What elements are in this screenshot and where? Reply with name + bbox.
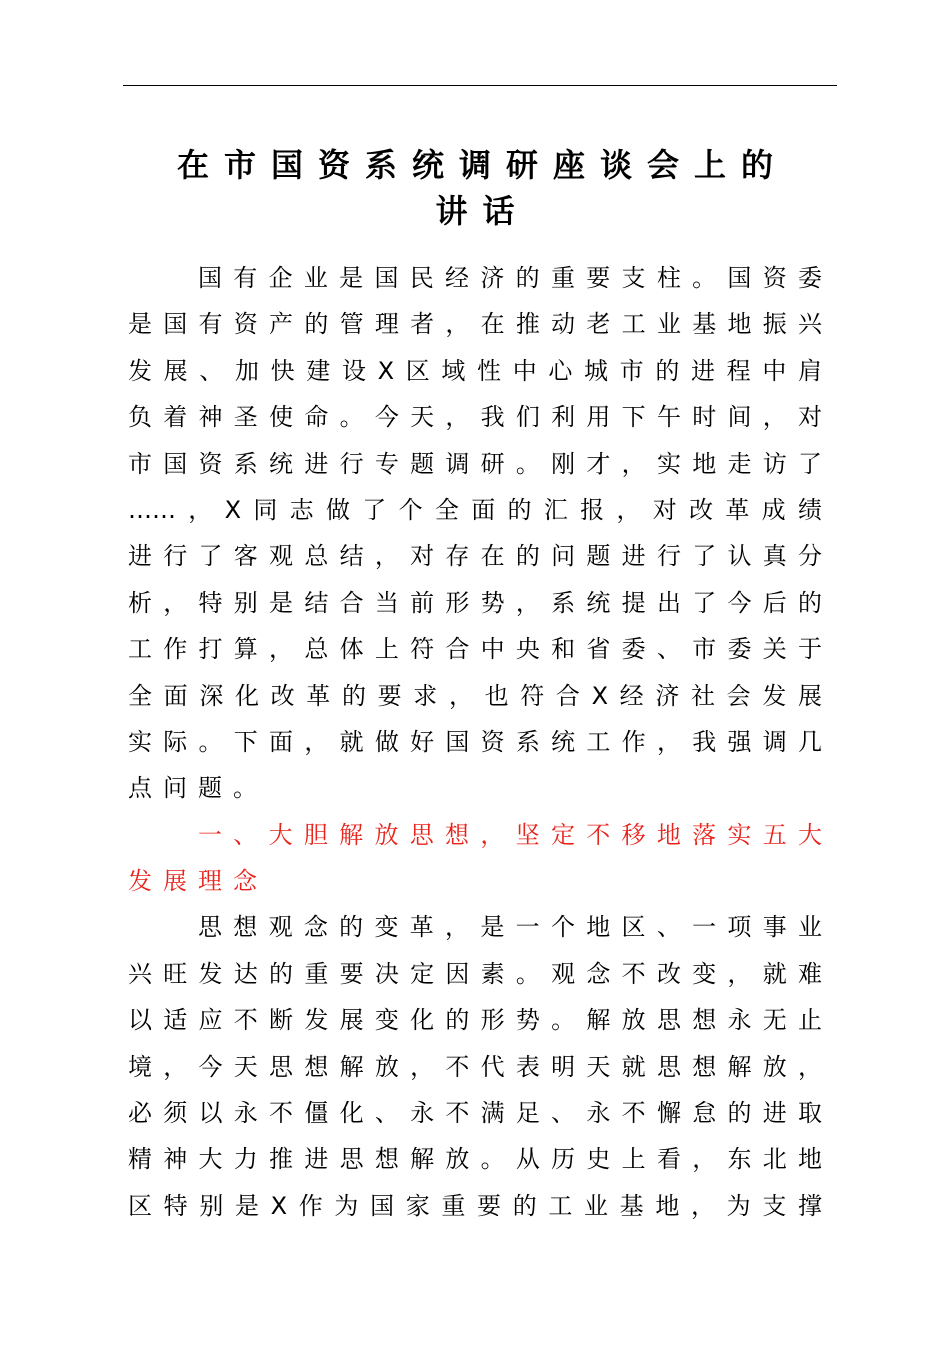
document-title — [128, 142, 822, 234]
text-line: 发展、加快建设X区域性中心城市的进程中肩 — [128, 356, 822, 385]
text-line: 精神大力推进思想解放。从历史上看，东北地 — [128, 1145, 822, 1174]
title-line: 在市国资系统调研座谈会上的 — [176, 146, 788, 184]
text-line: ……，X同志做了个全面的汇报，对改革成绩 — [128, 495, 822, 524]
text-line: 兴旺发达的重要决定因素。观念不改变，就难 — [128, 959, 822, 988]
heading-line: 一、大胆解放思想，坚定不移地落实五大 — [198, 820, 822, 849]
text-line: 进行了客观总结，对存在的问题进行了认真分 — [128, 542, 822, 571]
document-body — [128, 255, 822, 1229]
text-line: 区特别是X作为国家重要的工业基地，为支撑 — [128, 1191, 822, 1220]
section-heading-1 — [128, 812, 822, 905]
text-line: 工作打算，总体上符合中央和省委、市委关于 — [128, 635, 822, 664]
text-line: 点问题。 — [128, 774, 268, 803]
text-line: 是国有资产的管理者，在推动老工业基地振兴 — [128, 310, 822, 339]
title-line: 讲话 — [435, 192, 530, 230]
paragraph-section-1 — [128, 904, 822, 1229]
text-line: 境，今天思想解放，不代表明天就思想解放， — [128, 1052, 822, 1081]
text-line: 全面深化改革的要求，也符合X经济社会发展 — [128, 681, 822, 710]
paragraph-intro — [128, 255, 822, 812]
text-line: 析，特别是结合当前形势，系统提出了今后的 — [128, 588, 822, 617]
text-line: 思想观念的变革，是一个地区、一项事业 — [198, 913, 822, 942]
text-line: 市国资系统进行专题调研。刚才，实地走访了 — [128, 449, 822, 478]
heading-line: 发展理念 — [128, 867, 268, 896]
text-line: 负着神圣使命。今天，我们利用下午时间，对 — [128, 403, 822, 432]
text-line: 以适应不断发展变化的形势。解放思想永无止 — [128, 1006, 822, 1035]
text-line: 国有企业是国民经济的重要支柱。国资委 — [198, 264, 822, 292]
text-line: 实际。下面，就做好国资系统工作，我强调几 — [128, 727, 822, 756]
text-line: 必须以永不僵化、永不满足、永不懈怠的进取 — [128, 1099, 822, 1128]
header-rule — [123, 85, 837, 86]
